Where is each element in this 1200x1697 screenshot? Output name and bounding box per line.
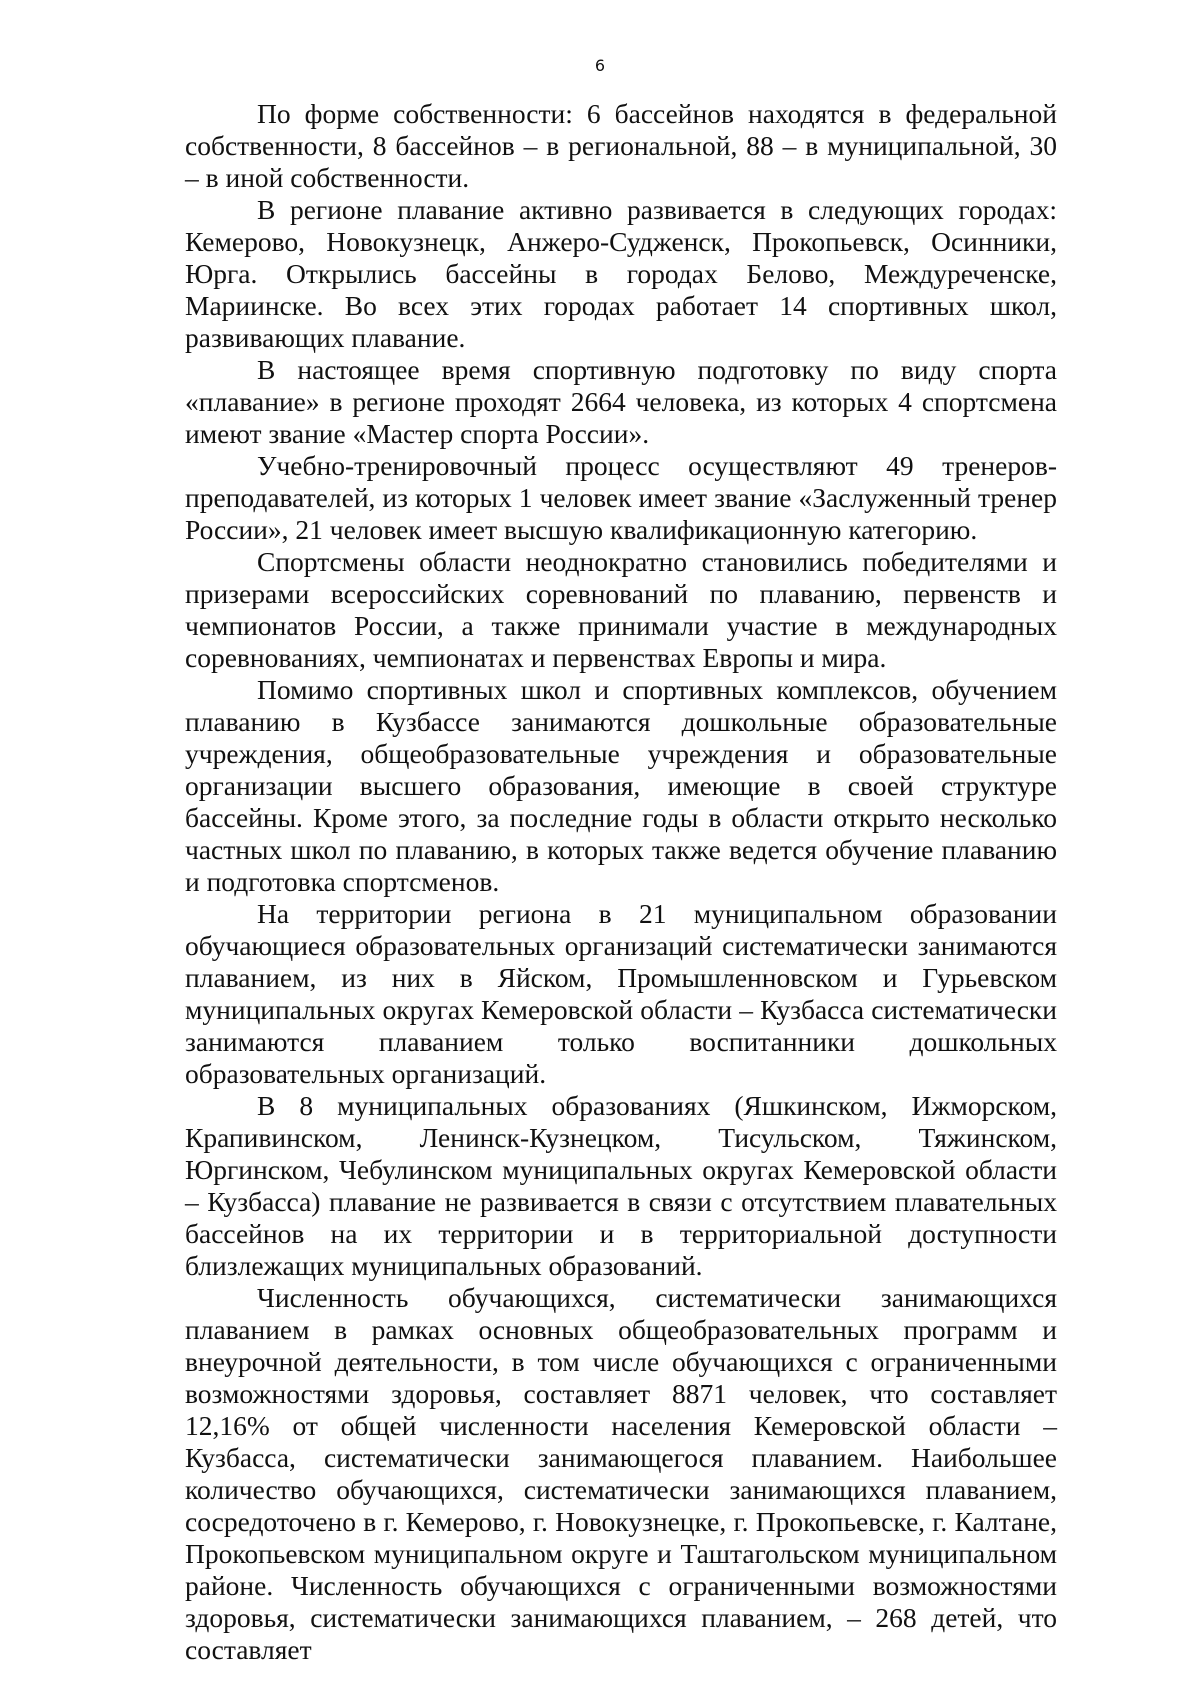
- paragraph-coaches: Учебно-тренировочный процесс осуществляют 49 тренеров-преподавателей, из которых 1 человек имеет звание «Заслуженный тренер России», 21 человек имеет высшую квалификационную категорию.: [185, 450, 1057, 545]
- paragraph-sport-training: В настоящее время спортивную подготовку по виду спорта «плавание» в регионе проходят 2664 человека, из которых 4 спортсмена имеют звание «Мастер спорта России».: [185, 354, 1057, 449]
- paragraph-cities: В регионе плавание активно развивается в следующих городах: Кемерово, Новокузнецк, Анжеро-Судженск, Прокопьевск, Осинники, Юрга. Открылись бассейны в городах Белово, Междуреченске, Мариинске. Во всех этих городах работает 14 спортивных школ, развивающих плавание.: [185, 194, 1057, 353]
- paragraph-no-pools: В 8 муниципальных образованиях (Яшкинском, Ижморском, Крапивинском, Ленинск-Кузнецком, Тисульском, Тяжинском, Юргинском, Чебулинском муниципальных округах Кемеровской области – Кузбасса) плавание не развивается в связи с отсутствием плавательных бассейнов на их территории и в территориальной доступности близлежащих муниципальных образований.: [185, 1090, 1057, 1281]
- paragraph-student-count: Численность обучающихся, систематически занимающихся плаванием в рамках основных общеобразовательных программ и внеурочной деятельности, в том числе обучающихся с ограниченными возможностями здоровья, составляет 8871 человек, что составляет 12,16% от общей численности населения Кемеровской области – Кузбасса, систематически занимающегося плаванием. Наибольшее количество обучающихся, систематически занимающихся плаванием, сосредоточено в г. Кемерово, г. Новокузнецке, г. Прокопьевске, г. Калтане, Прокопьевском муниципальном округе и Таштагольском муниципальном районе. Численность обучающихся с ограниченными возможностями здоровья, систематически занимающихся плаванием, – 268 детей, что составляет: [185, 1282, 1057, 1665]
- page-number: 6: [594, 56, 606, 75]
- document-body: [185, 98, 1057, 1666]
- paragraph-ownership: По форме собственности: 6 бассейнов находятся в федеральной собственности, 8 бассейнов – в региональной, 88 – в муниципальной, 30 – в иной собственности.: [185, 98, 1057, 193]
- paragraph-other-organizations: Помимо спортивных школ и спортивных комплексов, обучением плаванию в Кузбассе занимаются дошкольные образовательные учреждения, общеобразовательные учреждения и образовательные организации высшего образования, имеющие в своей структуре бассейны. Кроме этого, за последние годы в области открыто несколько частных школ по плаванию, в которых также ведется обучение плаванию и подготовка спортсменов.: [185, 674, 1057, 897]
- paragraph-municipalities: На территории региона в 21 муниципальном образовании обучающиеся образовательных организаций систематически занимаются плаванием, из них в Яйском, Промышленновском и Гурьевском муниципальных округах Кемеровской области – Кузбасса систематически занимаются плаванием только воспитанники дошкольных образовательных организаций.: [185, 898, 1057, 1089]
- paragraph-achievements: Спортсмены области неоднократно становились победителями и призерами всероссийских соревнований по плаванию, первенств и чемпионатов России, а также принимали участие в международных соревнованиях, чемпионатах и первенствах Европы и мира.: [185, 546, 1057, 673]
